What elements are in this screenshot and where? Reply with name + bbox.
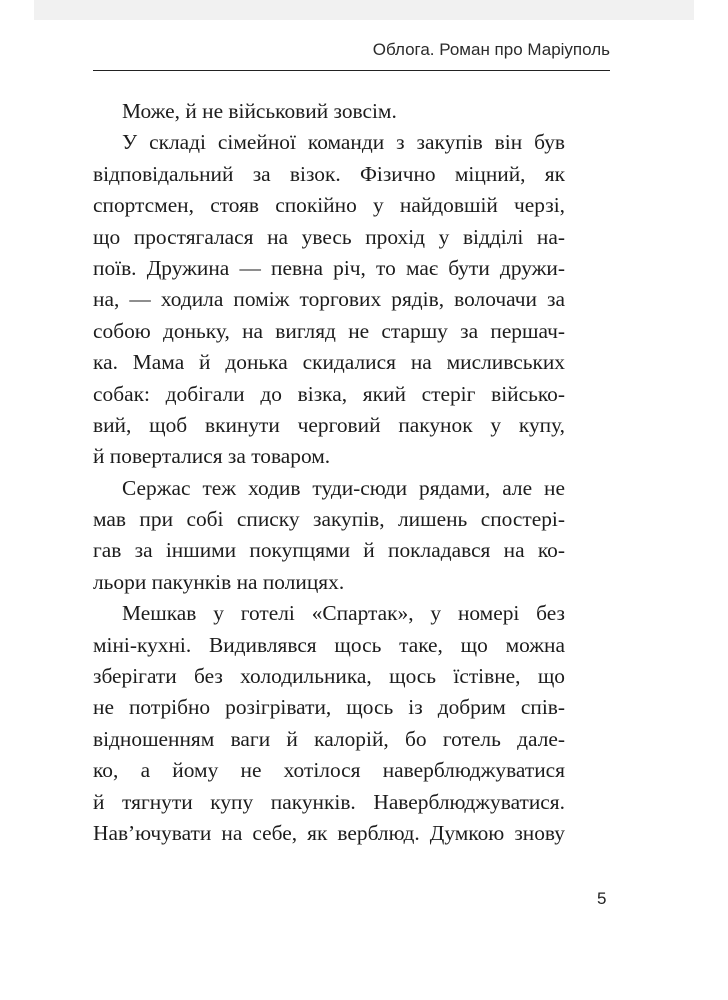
header-rule — [93, 70, 610, 71]
text-line: У складі сімейної команди з закупів він був — [122, 130, 565, 155]
page-number: 5 — [597, 889, 607, 908]
running-header-title: Облога. Роман про Маріуполь — [372, 40, 610, 59]
text-line: зберігати без холодильника, щось їстівне, що — [93, 664, 565, 689]
text-line: гав за іншими покупцями й покладався на ко- — [93, 538, 565, 563]
text-line: Може, й не військовий зовсім. — [122, 99, 397, 123]
text-line: поїв. Дружина — певна річ, то має бути дружи- — [93, 255, 565, 280]
text-line: й тягнути купу пакунків. Наверблюджуватися. — [93, 789, 565, 814]
text-line: ко, а йому не хотілося наверблюджуватися — [93, 758, 565, 783]
text-line: вий, щоб вкинути черговий пакунок у купу, — [93, 412, 565, 437]
text-line: на, — ходила поміж торгових рядів, волочачи за — [93, 287, 565, 312]
text-line: мав при собі списку закупів, лишень спостері- — [93, 507, 565, 532]
body-text — [93, 96, 565, 849]
text-line: й поверталися за товаром. — [93, 444, 331, 469]
text-line: відношенням ваги й калорій, бо готель дале- — [93, 726, 565, 751]
text-line: льори пакунків на полицях. — [93, 569, 345, 594]
text-line: собою доньку, на вигляд не старшу за першач- — [93, 318, 565, 343]
top-scan-strip — [34, 0, 694, 20]
text-line: Сержас теж ходив туди-сюди рядами, але не — [122, 475, 565, 500]
text-line: спортсмен, стояв спокійно у найдовшій черзі, — [93, 193, 565, 218]
text-line: собак: добігали до візка, який стеріг військо- — [93, 381, 565, 406]
text-line: Нав’ючувати на себе, як верблюд. Думкою знову — [93, 820, 565, 845]
text-line: що простягалася на увесь прохід у відділі на- — [93, 224, 565, 249]
text-line: не потрібно розігрівати, щось із добрим спів- — [93, 695, 565, 720]
text-line: Мешкав у готелі «Спартак», у номері без — [122, 601, 565, 626]
text-line: міні-кухні. Видивлявся щось таке, що можна — [93, 632, 565, 657]
text-line: ка. Мама й донька скидалися на мисливських — [93, 350, 565, 375]
text-line: відповідальний за візок. Фізично міцний, як — [93, 161, 565, 186]
